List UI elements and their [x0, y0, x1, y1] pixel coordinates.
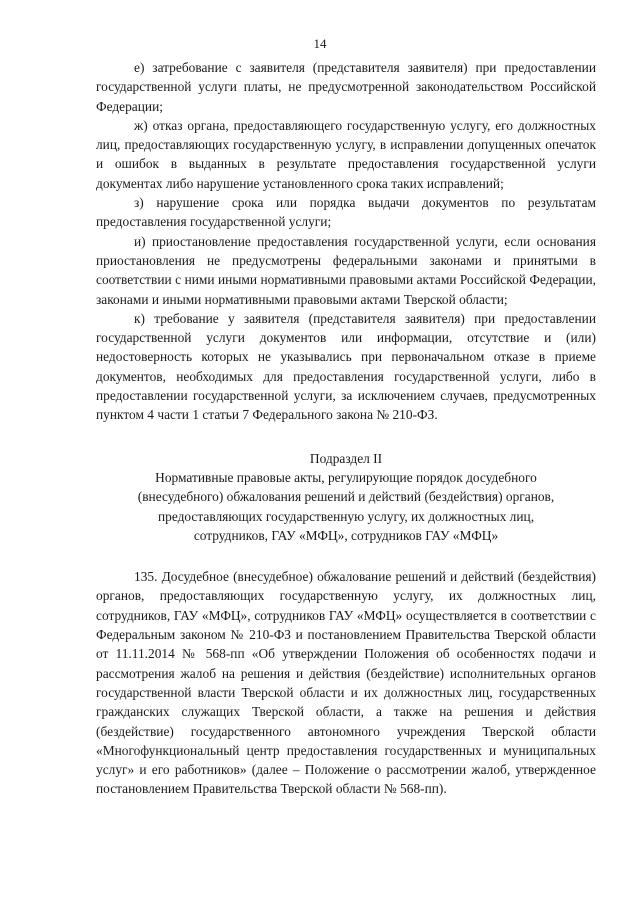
document-body	[96, 58, 596, 799]
list-item-z: з) нарушение срока или порядка выдачи документов по результатам предоставления государственной услуги;	[96, 195, 596, 230]
paragraph-135: 135. Досудебное (внесудебное) обжалование решений и действий (бездействия) органов, предоставляющих государственную услугу, их должностных лиц, сотрудников, ГАУ «МФЦ», сотрудников ГАУ «МФЦ» осуществляется в соответствии с Федеральным законом № 210-ФЗ и постановлением Правительства Тверской области от 11.11.2014 № 568-пп «Об утверждении Положения об особенностях подачи и рассмотрения жалоб на решения и действия (бездействие) исполнительных органов государственной власти Тверской области и их должностных лиц, государственных гражданских служащих Тверской области, а также на решения и действия (бездействие) государственного автономного учреждения Тверской области «Многофункциональный центр предоставления государственных и муниципальных услуг» и его работников» (далее – Положение о рассмотрении жалоб, утвержденное постановлением Правительства Тверской области № 568-пп).	[96, 569, 596, 797]
subsection-title-line: Нормативные правовые акты, регулирующие порядок досудебного	[155, 469, 537, 485]
subsection-title-line: (внесудебного) обжалования решений и действий (бездействия) органов,	[137, 489, 555, 505]
subsection-title-line: сотрудников, ГАУ «МФЦ», сотрудников ГАУ «МФЦ»	[193, 527, 499, 543]
list-item-i: и) приостановление предоставления государственной услуги, если основания приостановления не предусмотрены федеральными законами и принятыми в соответствии с ними иными нормативными правовыми актами Российской Федерации, законами и иными нормативными правовыми актами Тверской области;	[96, 233, 596, 307]
list-item-e: е) затребование с заявителя (представителя заявителя) при предоставлении государственной услуги платы, не предусмотренной законодательством Российской Федерации;	[96, 60, 596, 114]
subsection-title-line: предоставляющих государственную услугу, их должностных лиц,	[157, 508, 535, 524]
page-number: 14	[313, 36, 327, 51]
list-item-k: к) требование у заявителя (представителя заявителя) при предоставлении государственной услуги документов или информации, отсутствие и (или) недостоверность которых не указывались при первоначальном отказе в приеме документов, необходимых для предоставления государственной услуги, либо в предоставлении государственной услуги, за исключением случаев, предусмотренных пунктом 4 части 1 статьи 7 Федерального закона № 210-ФЗ.	[96, 310, 596, 423]
list-item-zh: ж) отказ органа, предоставляющего государственную услугу, его должностных лиц, предоставляющих государственную услугу, в исправлении допущенных опечаток и ошибок в выданных в результате предоставления государственной услуги документах либо нарушение установленного срока таких исправлений;	[96, 117, 596, 191]
subsection-label: Подраздел II	[309, 450, 383, 466]
subsection-heading	[96, 449, 596, 545]
